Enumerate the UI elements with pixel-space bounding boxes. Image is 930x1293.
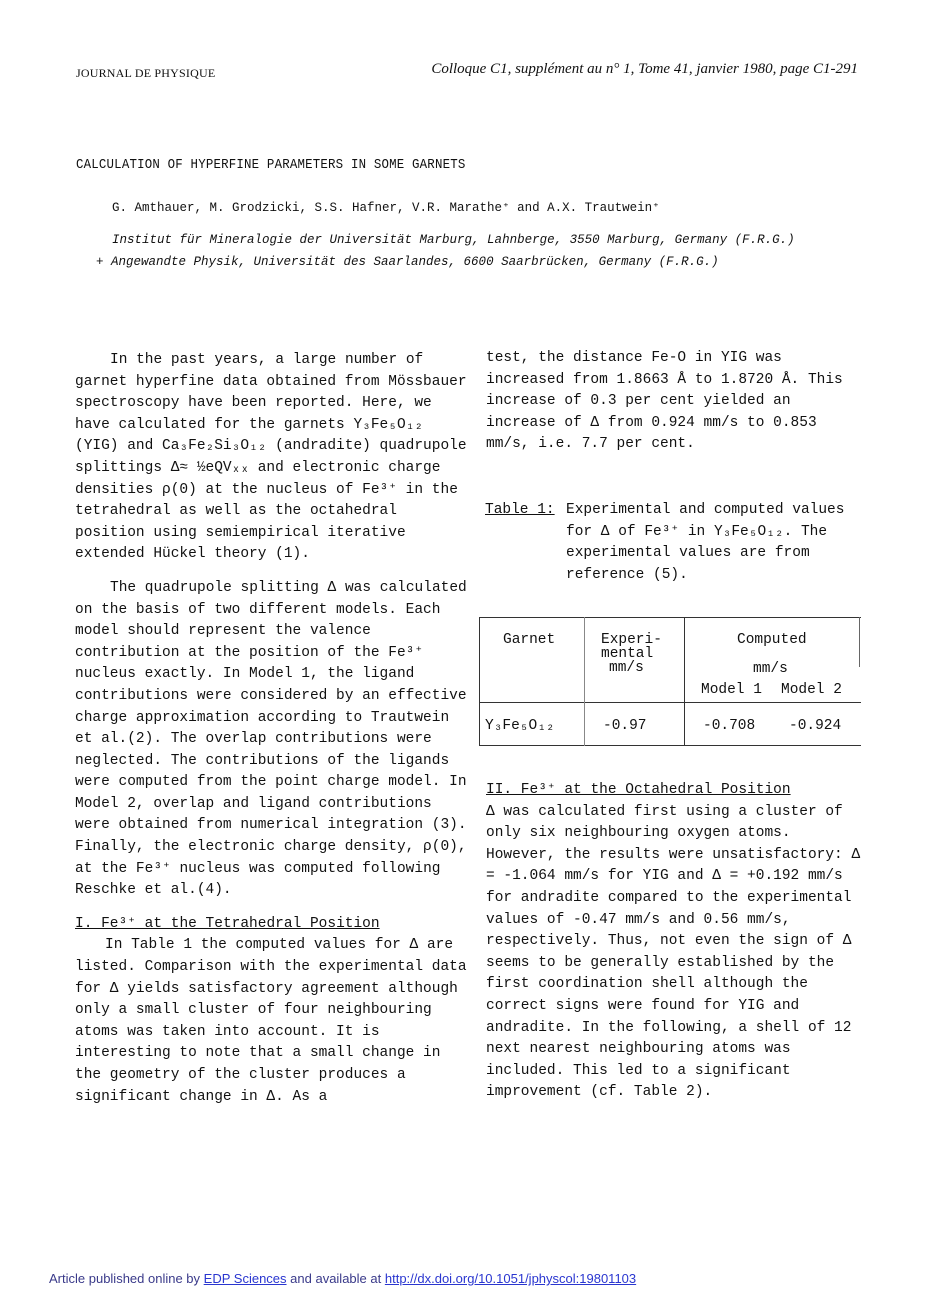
author-list: G. Amthauer, M. Grodzicki, S.S. Hafner, V.R. Marathe⁺ and A.X. Trautwein⁺ <box>112 201 660 215</box>
table-left-rule <box>479 617 480 746</box>
right-column-lower <box>486 780 866 1104</box>
row-model-1: -0.708 <box>703 718 756 734</box>
header-model-2: Model 2 <box>781 682 842 698</box>
header-garnet: Garnet <box>503 632 556 648</box>
table-bottom-rule <box>479 745 861 746</box>
data-table <box>479 617 861 747</box>
table-col-rule-2 <box>684 617 685 746</box>
header-computed: Computed <box>737 632 807 648</box>
affiliation-1: Institut für Mineralogie der Universität Marburg, Lahnberge, 3550 Marburg, Germany (F.R.G.) <box>112 233 795 247</box>
header-exp-line1: Experi- <box>601 632 662 648</box>
affiliations <box>96 229 795 273</box>
footer-prefix: Article published online by <box>49 1271 201 1286</box>
table-caption-text: Experimental and computed values for Δ of Fe³⁺ in Y₃Fe₅O₁₂. The experimental values are from reference (5). <box>566 502 845 583</box>
table-mid-rule <box>479 702 861 703</box>
paragraph-test: test, the distance Fe-O in YIG was increased from 1.8663 Å to 1.8720 Å. This increase of 0.3 per cent yielded an increase of Δ from 0.924 mm/s to 0.853 mm/s, i.e. 7.7 per cent. <box>486 350 843 453</box>
section-heading-octahedral: II. Fe³⁺ at the Octahedral Position <box>486 782 791 798</box>
header-model-1: Model 1 <box>701 682 762 698</box>
publication-footer <box>49 1271 636 1286</box>
row-experimental: -0.97 <box>603 718 647 734</box>
left-column <box>75 350 467 1108</box>
footer-middle: and available at <box>290 1271 382 1286</box>
header-exp-line2: mental <box>601 646 654 662</box>
doi-link[interactable]: http://dx.doi.org/10.1051/jphyscol:19801103 <box>384 1271 637 1286</box>
row-garnet: Y₃Fe₅O₁₂ <box>485 718 555 734</box>
table-top-rule <box>479 617 861 618</box>
table-right-rule <box>859 617 860 667</box>
paragraph-octahedral: Δ was calculated first using a cluster of only six neighbouring oxygen atoms. However, the results were unsatisfactory: Δ = -1.064 mm/s for YIG and Δ = +0.192 mm/s for andradite compared to the experimental values of -0.47 mm/s and 0.56 mm/s, respectively. Thus, not even the sign of Δ seems to be generally established by the first coordination shell although the correct signs were found for YIG and andradite. In the following, a shell of 12 next nearest neighbouring atoms was included. This led to a significant improvement (cf. Table 2). <box>486 803 861 1101</box>
paragraph-intro: In the past years, a large number of garnet hyperfine data obtained from Mössbauer spectroscopy have been reported. Here, we have calculated for the garnets Y₃Fe₅O₁₂ (YIG) and Ca₃Fe₂Si₃O₁₂ (andradite) quadrupole splittings Δ≈ ½eQVₓₓ and electronic charge densities ρ(0) at the nucleus of Fe³⁺ in the tetrahedral as well as the octahedral position using semiempirical iterative extended Hückel theory (1). <box>75 352 467 563</box>
paragraph-models: The quadrupole splitting Δ was calculated on the basis of two different models. Each model should represent the valence contribution at the position of the Fe³⁺ nucleus exactly. In Model 1, the ligand contributions were considered by an effective charge approximation according to Trautwein et al.(2). The overlap contributions were neglected. The contributions of the ligands were computed from the point charge model. In Model 2, overlap and ligand contributions were obtained from numerical integration (3). Finally, the electronic charge density, ρ(0), at the Fe³⁺ nucleus was computed following Reschke et al.(4). <box>75 579 467 899</box>
right-column <box>486 348 866 456</box>
row-model-2: -0.924 <box>789 718 842 734</box>
table-label: Table 1: <box>485 502 555 518</box>
issue-citation: Colloque C1, supplément au n° 1, Tome 41, janvier 1980, page C1-291 <box>431 61 858 77</box>
header-exp-unit: mm/s <box>609 660 644 676</box>
publisher-link[interactable]: EDP Sciences <box>203 1271 287 1286</box>
journal-name: JOURNAL DE PHYSIQUE <box>76 66 216 80</box>
paper-title: CALCULATION OF HYPERFINE PARAMETERS IN SOME GARNETS <box>76 158 466 173</box>
header-computed-unit: mm/s <box>753 661 788 677</box>
section-heading-tetrahedral: I. Fe³⁺ at the Tetrahedral Position <box>75 915 380 932</box>
paragraph-tetrahedral: In Table 1 the computed values for Δ are listed. Comparison with the experimental data for Δ yields satisfactory agreement although only a small cluster of four neighbouring atoms was taken into account. It is interesting to note that a small change in the geometry of the cluster produces a significant change in Δ. As a <box>75 937 467 1105</box>
table-col-rule-1 <box>584 617 585 746</box>
affiliation-2: + Angewandte Physik, Universität des Saarlandes, 6600 Saarbrücken, Germany (F.R.G.) <box>96 255 719 269</box>
